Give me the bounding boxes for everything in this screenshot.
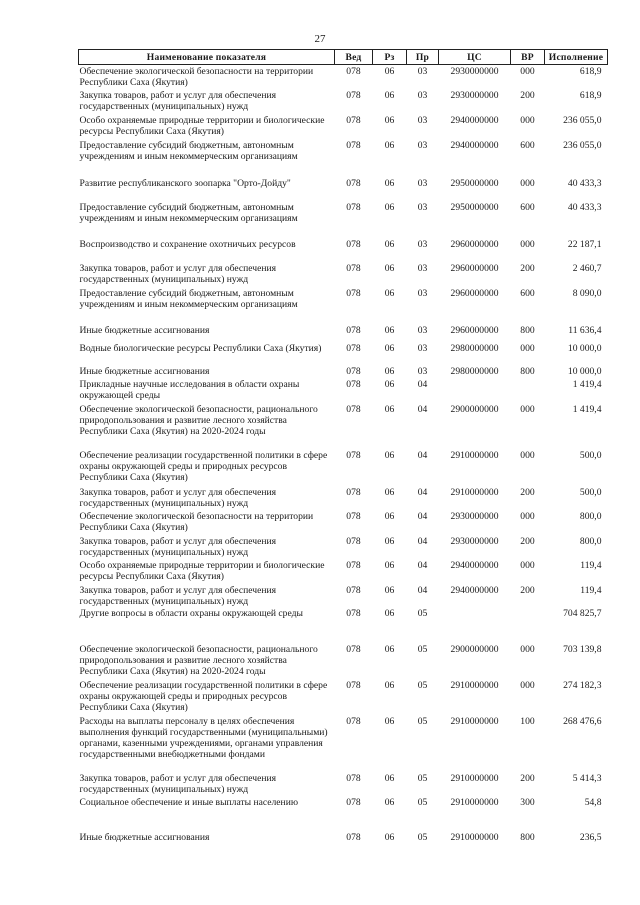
table-row bbox=[79, 772, 608, 796]
cell-name: Обеспечение реализации государственной политики в сфере охраны окружающей среды и природных ресурсов Республики Саха (Якутия) bbox=[79, 449, 328, 483]
cell-rz: 06 bbox=[384, 114, 395, 126]
table-row bbox=[79, 262, 608, 287]
header-ved: Вед bbox=[335, 50, 373, 65]
table-row bbox=[79, 342, 608, 365]
cell-vr: 000 bbox=[520, 66, 535, 77]
cell-rz: 06 bbox=[384, 584, 395, 596]
cell-vr: 200 bbox=[520, 262, 535, 274]
table-row bbox=[79, 559, 608, 584]
table-body bbox=[79, 65, 608, 851]
cell-cs: 2980000000 bbox=[450, 342, 499, 354]
cell-ved: 078 bbox=[346, 535, 361, 547]
cell-ved: 078 bbox=[346, 772, 361, 784]
cell-value: 54,8 bbox=[584, 796, 602, 808]
cell-ved: 078 bbox=[346, 365, 361, 377]
table-row bbox=[79, 607, 608, 643]
cell-pr: 05 bbox=[417, 679, 428, 691]
cell-name: Воспроизводство и сохранение охотничьих ресурсов bbox=[79, 238, 296, 250]
cell-ved: 078 bbox=[346, 679, 361, 691]
table-row bbox=[79, 486, 608, 510]
cell-name: Закупка товаров, работ и услуг для обеспечения государственных (муниципальных) нужд bbox=[79, 772, 277, 795]
cell-pr: 04 bbox=[417, 403, 428, 415]
cell-vr: 300 bbox=[520, 796, 535, 808]
cell-value: 236,5 bbox=[579, 831, 602, 843]
cell-cs: 2940000000 bbox=[450, 139, 499, 151]
cell-vr: 200 bbox=[520, 89, 535, 101]
cell-pr: 03 bbox=[417, 287, 428, 299]
cell-name: Развитие республиканского зоопарка "Орто-Дойду" bbox=[79, 177, 291, 189]
cell-pr: 05 bbox=[417, 643, 428, 655]
cell-cs: 2960000000 bbox=[450, 238, 499, 250]
cell-vr: 600 bbox=[520, 287, 535, 299]
table-row bbox=[79, 403, 608, 449]
cell-vr bbox=[511, 378, 545, 403]
cell-name: Иные бюджетные ассигнования bbox=[79, 365, 210, 377]
cell-name: Прикладные научные исследования в области охраны окружающей среды bbox=[79, 378, 300, 401]
cell-pr: 04 bbox=[417, 449, 428, 461]
cell-ved: 078 bbox=[346, 607, 361, 619]
cell-rz: 06 bbox=[384, 607, 395, 619]
cell-rz: 06 bbox=[384, 139, 395, 151]
cell-ved: 078 bbox=[346, 287, 361, 299]
cell-cs: 2900000000 bbox=[450, 403, 499, 415]
cell-value: 618,9 bbox=[579, 66, 602, 77]
cell-ved: 078 bbox=[346, 559, 361, 571]
cell-vr: 100 bbox=[520, 715, 535, 727]
cell-pr: 04 bbox=[417, 510, 428, 522]
cell-ved: 078 bbox=[346, 201, 361, 213]
table-row bbox=[79, 378, 608, 403]
cell-pr: 03 bbox=[417, 114, 428, 126]
cell-name: Обеспечение экологической безопасности на территории Республики Саха (Якутия) bbox=[79, 510, 314, 533]
cell-value: 119,4 bbox=[580, 559, 602, 571]
cell-vr: 600 bbox=[520, 139, 535, 151]
cell-value: 10 000,0 bbox=[567, 342, 602, 354]
cell-ved: 078 bbox=[346, 510, 361, 522]
cell-pr: 04 bbox=[417, 486, 428, 498]
cell-value: 40 433,3 bbox=[567, 177, 602, 189]
cell-cs: 2930000000 bbox=[450, 66, 499, 77]
table-row bbox=[79, 114, 608, 139]
cell-pr: 05 bbox=[417, 607, 428, 619]
cell-name: Предоставление субсидий бюджетным, автономным учреждениям и иным некоммерческим организациям bbox=[79, 287, 298, 310]
cell-rz: 06 bbox=[384, 177, 395, 189]
cell-vr: 200 bbox=[520, 486, 535, 498]
cell-name: Предоставление субсидий бюджетным, автономным учреждениям и иным некоммерческим организациям bbox=[79, 139, 298, 162]
cell-ved: 078 bbox=[346, 643, 361, 655]
cell-value: 268 476,6 bbox=[563, 715, 602, 727]
table-row bbox=[79, 449, 608, 486]
cell-ved: 078 bbox=[346, 449, 361, 461]
cell-value: 236 055,0 bbox=[563, 139, 602, 151]
table-row bbox=[79, 831, 608, 851]
cell-name: Иные бюджетные ассигнования bbox=[79, 324, 210, 336]
cell-rz: 06 bbox=[384, 287, 395, 299]
cell-value: 236 055,0 bbox=[563, 114, 602, 126]
cell-vr: 200 bbox=[520, 772, 535, 784]
cell-rz: 06 bbox=[384, 796, 395, 808]
cell-rz: 06 bbox=[384, 486, 395, 498]
cell-pr: 04 bbox=[417, 559, 428, 571]
cell-pr: 05 bbox=[417, 796, 428, 808]
cell-value: 1 419,4 bbox=[572, 378, 602, 390]
cell-ved: 078 bbox=[346, 342, 361, 354]
cell-value: 618,9 bbox=[579, 89, 602, 101]
header-vr: ВР bbox=[511, 50, 545, 65]
cell-rz: 06 bbox=[384, 559, 395, 571]
cell-ved: 078 bbox=[346, 378, 361, 390]
cell-ved: 078 bbox=[346, 324, 361, 336]
cell-name: Особо охраняемые природные территории и биологические ресурсы Республики Саха (Якутия) bbox=[79, 114, 325, 137]
cell-cs: 2900000000 bbox=[450, 643, 499, 655]
cell-rz: 06 bbox=[384, 715, 395, 727]
cell-cs: 2950000000 bbox=[450, 177, 499, 189]
cell-pr: 03 bbox=[417, 238, 428, 250]
header-rz: Рз bbox=[373, 50, 407, 65]
cell-vr: 000 bbox=[520, 114, 535, 126]
cell-rz: 06 bbox=[384, 403, 395, 415]
cell-cs: 2960000000 bbox=[450, 287, 499, 299]
cell-cs: 2960000000 bbox=[450, 324, 499, 336]
cell-vr: 200 bbox=[520, 584, 535, 596]
cell-value: 500,0 bbox=[579, 486, 602, 498]
cell-pr: 05 bbox=[417, 715, 428, 727]
cell-cs: 2980000000 bbox=[450, 365, 499, 377]
cell-vr: 000 bbox=[520, 449, 535, 461]
budget-table bbox=[78, 49, 608, 851]
cell-ved: 078 bbox=[346, 89, 361, 101]
table-row bbox=[79, 177, 608, 201]
cell-cs: 2910000000 bbox=[450, 715, 499, 727]
cell-rz: 06 bbox=[384, 535, 395, 547]
cell-pr: 03 bbox=[417, 89, 428, 101]
cell-cs: 2910000000 bbox=[450, 772, 499, 784]
cell-value: 500,0 bbox=[579, 449, 602, 461]
cell-ved: 078 bbox=[346, 262, 361, 274]
page-number: 27 bbox=[314, 33, 326, 45]
cell-rz: 06 bbox=[384, 772, 395, 784]
table-row bbox=[79, 201, 608, 238]
cell-value: 1 419,4 bbox=[572, 403, 602, 415]
cell-vr bbox=[511, 607, 545, 643]
cell-pr: 04 bbox=[417, 535, 428, 547]
cell-name: Обеспечение экологической безопасности, рационального природопользования и развитие лесного хозяйства Республики Саха (Якутия) на 2020-2024 годы bbox=[79, 403, 318, 437]
cell-cs: 2940000000 bbox=[450, 559, 499, 571]
table-row bbox=[79, 65, 608, 89]
cell-ved: 078 bbox=[346, 114, 361, 126]
cell-value: 11 636,4 bbox=[568, 324, 602, 336]
cell-pr: 03 bbox=[417, 342, 428, 354]
cell-pr: 03 bbox=[417, 177, 428, 189]
cell-rz: 06 bbox=[384, 66, 395, 77]
cell-vr: 000 bbox=[520, 177, 535, 189]
cell-vr: 800 bbox=[520, 831, 535, 843]
cell-rz: 06 bbox=[384, 831, 395, 843]
cell-value: 800,0 bbox=[579, 535, 602, 547]
cell-cs: 2910000000 bbox=[450, 486, 499, 498]
table-row bbox=[79, 715, 608, 772]
table-row bbox=[79, 679, 608, 715]
cell-name: Социальное обеспечение и иные выплаты населению bbox=[79, 796, 298, 808]
cell-cs: 2930000000 bbox=[450, 89, 499, 101]
header-cs: ЦС bbox=[439, 50, 511, 65]
cell-vr: 800 bbox=[520, 324, 535, 336]
cell-rz: 06 bbox=[384, 510, 395, 522]
cell-value: 703 139,8 bbox=[563, 643, 602, 655]
header-name: Наименование показателя bbox=[79, 50, 335, 65]
cell-cs bbox=[439, 378, 511, 403]
table-header-row bbox=[79, 50, 608, 65]
cell-value: 800,0 bbox=[579, 510, 602, 522]
cell-ved: 078 bbox=[346, 177, 361, 189]
cell-ved: 078 bbox=[346, 403, 361, 415]
cell-name: Закупка товаров, работ и услуг для обеспечения государственных (муниципальных) нужд bbox=[79, 89, 277, 112]
cell-name: Водные биологические ресурсы Республики Саха (Якутия) bbox=[79, 342, 322, 354]
cell-vr: 000 bbox=[520, 238, 535, 250]
cell-rz: 06 bbox=[384, 679, 395, 691]
cell-pr: 03 bbox=[417, 324, 428, 336]
header-exec: Исполнение bbox=[545, 50, 608, 65]
cell-cs: 2960000000 bbox=[450, 262, 499, 274]
table-row bbox=[79, 139, 608, 177]
cell-name: Другие вопросы в области охраны окружающей среды bbox=[79, 607, 303, 619]
header-pr: Пр bbox=[407, 50, 439, 65]
cell-pr: 03 bbox=[417, 262, 428, 274]
cell-rz: 06 bbox=[384, 643, 395, 655]
cell-pr: 03 bbox=[417, 66, 428, 77]
cell-ved: 078 bbox=[346, 238, 361, 250]
cell-value: 119,4 bbox=[580, 584, 602, 596]
table-row bbox=[79, 643, 608, 679]
cell-vr: 000 bbox=[520, 510, 535, 522]
table-row bbox=[79, 238, 608, 262]
cell-ved: 078 bbox=[346, 584, 361, 596]
table-row bbox=[79, 89, 608, 114]
cell-cs: 2910000000 bbox=[450, 449, 499, 461]
cell-name: Закупка товаров, работ и услуг для обеспечения государственных (муниципальных) нужд bbox=[79, 262, 277, 285]
cell-value: 274 182,3 bbox=[563, 679, 602, 691]
cell-value: 704 825,7 bbox=[563, 607, 602, 619]
table-row bbox=[79, 584, 608, 607]
cell-pr: 05 bbox=[417, 772, 428, 784]
cell-rz: 06 bbox=[384, 238, 395, 250]
cell-name: Закупка товаров, работ и услуг для обеспечения государственных (муниципальных) нужд bbox=[79, 486, 277, 509]
table-row bbox=[79, 535, 608, 559]
cell-cs bbox=[439, 607, 511, 643]
cell-cs: 2930000000 bbox=[450, 535, 499, 547]
cell-rz: 06 bbox=[384, 324, 395, 336]
cell-pr: 03 bbox=[417, 365, 428, 377]
cell-ved: 078 bbox=[346, 486, 361, 498]
cell-ved: 078 bbox=[346, 715, 361, 727]
cell-vr: 000 bbox=[520, 342, 535, 354]
cell-rz: 06 bbox=[384, 378, 395, 390]
cell-vr: 000 bbox=[520, 559, 535, 571]
cell-name: Расходы на выплаты персоналу в целях обеспечения выполнения функций государственными (муниципальными) органами, казенными учреждениями, органами управления государственными внебюджетными фондами bbox=[79, 715, 328, 760]
cell-rz: 06 bbox=[384, 342, 395, 354]
cell-cs: 2940000000 bbox=[450, 584, 499, 596]
cell-ved: 078 bbox=[346, 831, 361, 843]
cell-name: Обеспечение реализации государственной политики в сфере охраны окружающей среды и природных ресурсов Республики Саха (Якутия) bbox=[79, 679, 328, 713]
cell-vr: 000 bbox=[520, 643, 535, 655]
cell-vr: 000 bbox=[520, 403, 535, 415]
cell-vr: 600 bbox=[520, 201, 535, 213]
cell-vr: 800 bbox=[520, 365, 535, 377]
cell-name: Закупка товаров, работ и услуг для обеспечения государственных (муниципальных) нужд bbox=[79, 535, 277, 558]
cell-cs: 2940000000 bbox=[450, 114, 499, 126]
cell-name: Предоставление субсидий бюджетным, автономным учреждениям и иным некоммерческим организациям bbox=[79, 201, 298, 224]
cell-value: 5 414,3 bbox=[572, 772, 602, 784]
cell-rz: 06 bbox=[384, 365, 395, 377]
cell-vr: 200 bbox=[520, 535, 535, 547]
cell-cs: 2930000000 bbox=[450, 510, 499, 522]
cell-pr: 04 bbox=[417, 378, 428, 390]
cell-cs: 2950000000 bbox=[450, 201, 499, 213]
cell-name: Особо охраняемые природные территории и биологические ресурсы Республики Саха (Якутия) bbox=[79, 559, 325, 582]
table-row bbox=[79, 324, 608, 342]
cell-cs: 2910000000 bbox=[450, 679, 499, 691]
cell-rz: 06 bbox=[384, 201, 395, 213]
cell-value: 22 187,1 bbox=[567, 238, 602, 250]
cell-rz: 06 bbox=[384, 89, 395, 101]
cell-value: 40 433,3 bbox=[567, 201, 602, 213]
cell-pr: 03 bbox=[417, 201, 428, 213]
cell-pr: 04 bbox=[417, 584, 428, 596]
cell-rz: 06 bbox=[384, 262, 395, 274]
cell-cs: 2910000000 bbox=[450, 831, 499, 843]
cell-value: 8 090,0 bbox=[572, 287, 602, 299]
cell-ved: 078 bbox=[346, 139, 361, 151]
cell-rz: 06 bbox=[384, 449, 395, 461]
cell-name: Обеспечение экологической безопасности, рационального природопользования и развитие лесного хозяйства Республики Саха (Якутия) на 2020-2024 годы bbox=[79, 643, 318, 677]
cell-name: Иные бюджетные ассигнования bbox=[79, 831, 210, 843]
table-row bbox=[79, 796, 608, 831]
cell-ved: 078 bbox=[346, 796, 361, 808]
cell-name: Обеспечение экологической безопасности на территории Республики Саха (Якутия) bbox=[79, 66, 314, 88]
cell-value: 10 000,0 bbox=[567, 365, 602, 377]
cell-pr: 05 bbox=[417, 831, 428, 843]
table-row bbox=[79, 365, 608, 378]
table-row bbox=[79, 287, 608, 324]
cell-pr: 03 bbox=[417, 139, 428, 151]
cell-value: 2 460,7 bbox=[572, 262, 602, 274]
cell-ved: 078 bbox=[346, 66, 361, 77]
cell-vr: 000 bbox=[520, 679, 535, 691]
cell-name: Закупка товаров, работ и услуг для обеспечения государственных (муниципальных) нужд bbox=[79, 584, 277, 607]
cell-cs: 2910000000 bbox=[450, 796, 499, 808]
table-row bbox=[79, 510, 608, 535]
